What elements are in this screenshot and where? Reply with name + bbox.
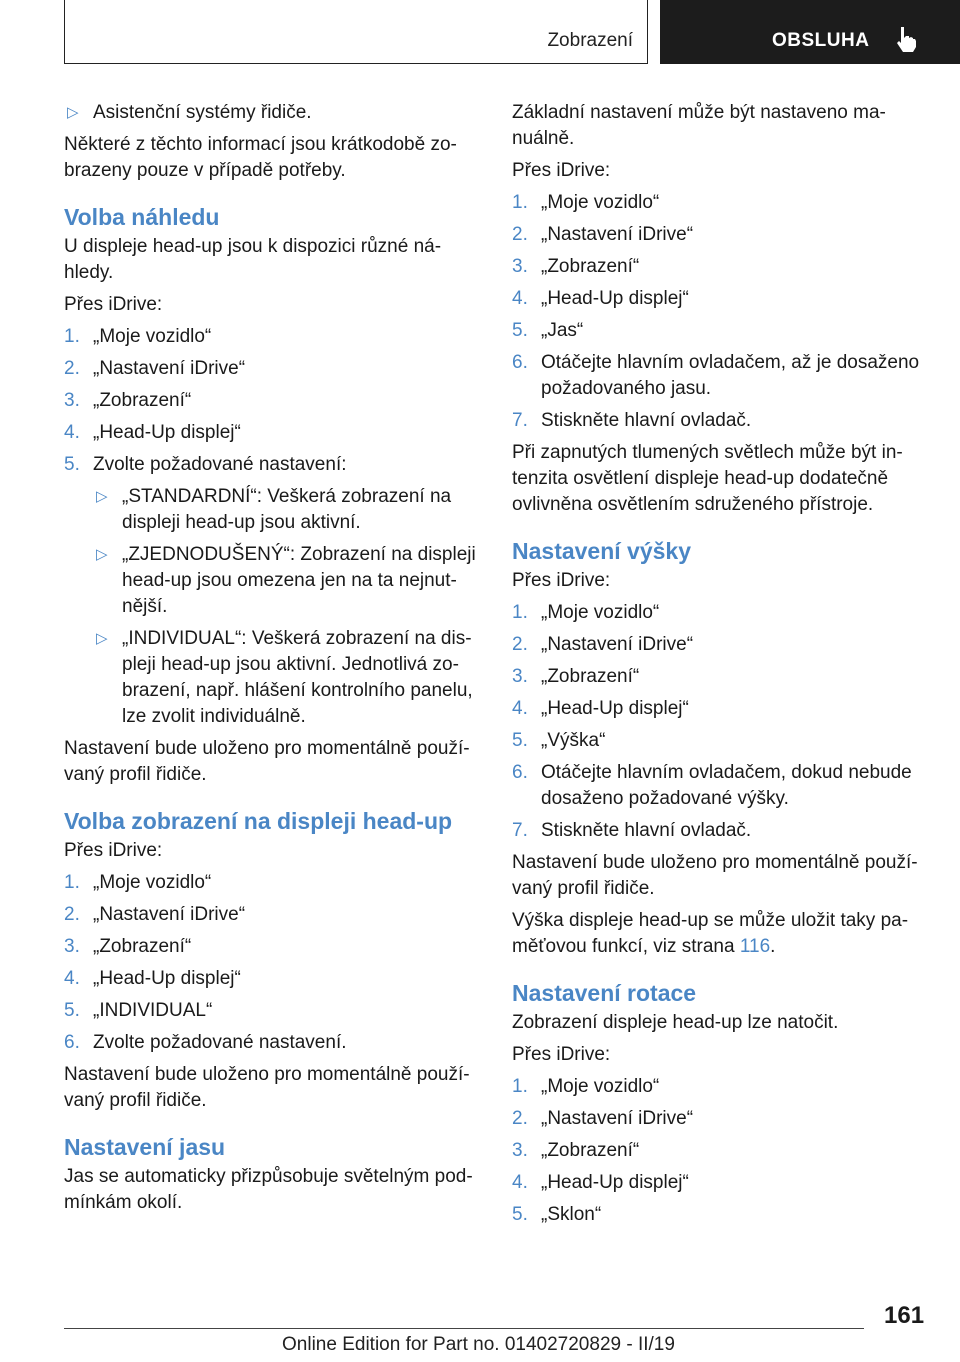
- numbered-list: [64, 870, 482, 1056]
- list-item: [64, 420, 482, 446]
- hand-pointer-icon: [892, 24, 922, 54]
- list-number: 3.: [512, 256, 528, 277]
- paragraph-text-end: .: [770, 936, 776, 957]
- paragraph: Nastavení bude uloženo pro momentálně použí-vaný profil řidiče.: [64, 1064, 470, 1111]
- list-text: Otáčejte hlavním ovladačem, dokud nebude dosaženo požadované výšky.: [541, 762, 912, 809]
- list-text: „Zobrazení“: [541, 666, 640, 687]
- list-text: Otáčejte hlavním ovladačem, až je dosaženo požadovaného jasu.: [541, 352, 920, 399]
- paragraph: Nastavení bude uloženo pro momentálně použí-vaný profil řidiče.: [64, 738, 470, 785]
- list-item: [64, 870, 482, 896]
- header-section-box: [64, 0, 648, 64]
- list-text: „Zobrazení“: [93, 390, 192, 411]
- list-text: „Head-Up displej“: [541, 698, 689, 719]
- list-number: 5.: [512, 320, 528, 341]
- paragraph: Základní nastavení může být nastaveno ma-nuálně.: [512, 102, 886, 149]
- bullet-item: [93, 626, 482, 730]
- list-item: [512, 1202, 922, 1228]
- list-text: „Nastavení iDrive“: [93, 904, 246, 925]
- list-item: [512, 350, 922, 402]
- list-text: „Moje vozidlo“: [93, 326, 212, 347]
- section-title: Zobrazení: [547, 30, 633, 51]
- footer-edition: Online Edition for Part no. 01402720829 - II/19: [282, 1334, 675, 1355]
- bullet-item: [93, 542, 482, 620]
- heading-volba-zobrazeni: Volba zobrazení na displeji head-up: [64, 808, 453, 834]
- paragraph: U displeje head-up jsou k dispozici různé ná-hledy.: [64, 236, 442, 283]
- list-number: 5.: [512, 1204, 528, 1225]
- list-text: „INDIVIDUAL“: [93, 1000, 213, 1021]
- list-number: 4.: [64, 968, 80, 989]
- list-number: 4.: [512, 288, 528, 309]
- list-item: [512, 664, 922, 690]
- list-text: „Nastavení iDrive“: [541, 634, 694, 655]
- list-item: [64, 324, 482, 350]
- list-item: [64, 966, 482, 992]
- bullet-item: [64, 100, 482, 126]
- paragraph: Při zapnutých tlumených světlech může být in-tenzita osvětlení displeje head-up dodatečně ovlivněna osvětlením sdruženého přístroje.: [512, 442, 903, 515]
- list-number: 4.: [512, 1172, 528, 1193]
- list-number: 1.: [512, 602, 528, 623]
- list-item: [64, 934, 482, 960]
- paragraph-text: Výška displeje head-up se může uložit taky pa-měťovou funkcí, viz strana: [512, 910, 909, 957]
- paragraph-memory: [512, 908, 922, 960]
- triangle-bullet-icon: ▷: [67, 104, 79, 121]
- list-text: „Zobrazení“: [93, 936, 192, 957]
- list-number: 7.: [512, 410, 528, 431]
- heading-nastaveni-jasu: Nastavení jasu: [64, 1134, 226, 1160]
- triangle-bullet-icon: ▷: [96, 630, 108, 647]
- list-number: 3.: [512, 666, 528, 687]
- list-text: „Moje vozidlo“: [541, 192, 660, 213]
- list-item: [64, 1030, 482, 1056]
- list-number: 2.: [512, 1108, 528, 1129]
- list-number: 3.: [64, 936, 80, 957]
- list-number: 2.: [64, 904, 80, 925]
- list-text: „Head-Up displej“: [541, 288, 689, 309]
- paragraph: Nastavení bude uloženo pro momentálně použí-vaný profil řidiče.: [512, 852, 918, 899]
- triangle-bullet-icon: ▷: [96, 546, 108, 563]
- list-number: 2.: [512, 224, 528, 245]
- header-chapter-box: [660, 0, 960, 64]
- list-item: [512, 286, 922, 312]
- list-item: [512, 760, 922, 812]
- bullet-text: „STANDARDNÍ“: Veškerá zobrazení na displeji head-up jsou aktivní.: [122, 486, 452, 533]
- list-text: „Head-Up displej“: [93, 422, 241, 443]
- list-item: [64, 902, 482, 928]
- list-number: 4.: [64, 422, 80, 443]
- list-item: [512, 696, 922, 722]
- numbered-list: [64, 324, 482, 478]
- list-text: „Moje vozidlo“: [93, 872, 212, 893]
- paragraph: Přes iDrive:: [512, 570, 611, 591]
- bullet-text: „INDIVIDUAL“: Veškerá zobrazení na dis-pleji head-up jsou aktivní. Jednotlivá zo-brazení, např. hlášení kontrolního panelu, lze zvolit individuálně.: [122, 628, 473, 727]
- list-number: 1.: [512, 192, 528, 213]
- paragraph: Některé z těchto informací jsou krátkodobě zo-brazeny pouze v případě potřeby.: [64, 134, 457, 181]
- numbered-list: [512, 1074, 922, 1228]
- list-number: 1.: [512, 1076, 528, 1097]
- list-item: [64, 452, 482, 478]
- list-text: Stiskněte hlavní ovladač.: [541, 820, 752, 841]
- chapter-title: OBSLUHA: [772, 30, 870, 51]
- list-item: [512, 600, 922, 626]
- list-item: [512, 728, 922, 754]
- bullet-text: Asistenční systémy řidiče.: [93, 102, 312, 123]
- list-number: 6.: [64, 1032, 80, 1053]
- list-text: „Nastavení iDrive“: [541, 224, 694, 245]
- list-number: 5.: [64, 1000, 80, 1021]
- heading-nastaveni-rotace: Nastavení rotace: [512, 980, 697, 1006]
- list-item: [512, 408, 922, 434]
- list-item: [512, 318, 922, 344]
- list-text: „Moje vozidlo“: [541, 1076, 660, 1097]
- list-number: 5.: [512, 730, 528, 751]
- left-column: [64, 100, 482, 1222]
- list-number: 5.: [64, 454, 80, 475]
- list-item: [64, 388, 482, 414]
- list-number: 6.: [512, 352, 528, 373]
- list-number: 1.: [64, 326, 80, 347]
- list-number: 7.: [512, 820, 528, 841]
- list-text: Stiskněte hlavní ovladač.: [541, 410, 752, 431]
- list-number: 6.: [512, 762, 528, 783]
- list-text: „Head-Up displej“: [541, 1172, 689, 1193]
- list-item: [512, 1074, 922, 1100]
- list-number: 2.: [512, 634, 528, 655]
- paragraph: Jas se automaticky přizpůsobuje světelným pod-mínkám okolí.: [64, 1166, 473, 1213]
- list-item: [512, 222, 922, 248]
- bullet-text: „ZJEDNODUŠENÝ“: Zobrazení na displeji head-up jsou omezena jen na ta nejnut-nější.: [122, 544, 476, 617]
- list-text: Zvolte požadované nastavení:: [93, 454, 347, 475]
- list-text: „Head-Up displej“: [93, 968, 241, 989]
- list-number: 2.: [64, 358, 80, 379]
- list-number: 1.: [64, 872, 80, 893]
- list-text: „Nastavení iDrive“: [541, 1108, 694, 1129]
- page-number: 161: [884, 1302, 925, 1329]
- bullet-item: [93, 484, 482, 536]
- list-text: „Nastavení iDrive“: [93, 358, 246, 379]
- list-item: [512, 632, 922, 658]
- list-number: 3.: [64, 390, 80, 411]
- list-text: „Jas“: [541, 320, 584, 341]
- footer-divider: [64, 1328, 864, 1329]
- paragraph: Přes iDrive:: [64, 840, 163, 861]
- list-number: 4.: [512, 698, 528, 719]
- list-text: Zvolte požadované nastavení.: [93, 1032, 347, 1053]
- list-item: [512, 818, 922, 844]
- list-text: „Výška“: [541, 730, 606, 751]
- list-text: „Moje vozidlo“: [541, 602, 660, 623]
- heading-nastaveni-vysky: Nastavení výšky: [512, 538, 692, 564]
- list-item: [512, 190, 922, 216]
- list-number: 3.: [512, 1140, 528, 1161]
- list-text: „Zobrazení“: [541, 1140, 640, 1161]
- paragraph: Zobrazení displeje head-up lze natočit.: [512, 1012, 839, 1033]
- page-link-116[interactable]: 116: [739, 936, 771, 957]
- list-text: „Sklon“: [541, 1204, 602, 1225]
- paragraph: Přes iDrive:: [512, 1044, 611, 1065]
- list-item: [512, 254, 922, 280]
- paragraph: Přes iDrive:: [64, 294, 163, 315]
- heading-volba-nahledu: Volba náhledu: [64, 204, 220, 230]
- list-item: [64, 998, 482, 1024]
- list-item: [512, 1170, 922, 1196]
- list-item: [512, 1106, 922, 1132]
- list-text: „Zobrazení“: [541, 256, 640, 277]
- list-item: [64, 356, 482, 382]
- numbered-list: [512, 190, 922, 434]
- sub-bullet-list: [64, 484, 482, 730]
- paragraph: Přes iDrive:: [512, 160, 611, 181]
- list-item: [512, 1138, 922, 1164]
- triangle-bullet-icon: ▷: [96, 488, 108, 505]
- numbered-list: [512, 600, 922, 844]
- right-column: [512, 100, 922, 1234]
